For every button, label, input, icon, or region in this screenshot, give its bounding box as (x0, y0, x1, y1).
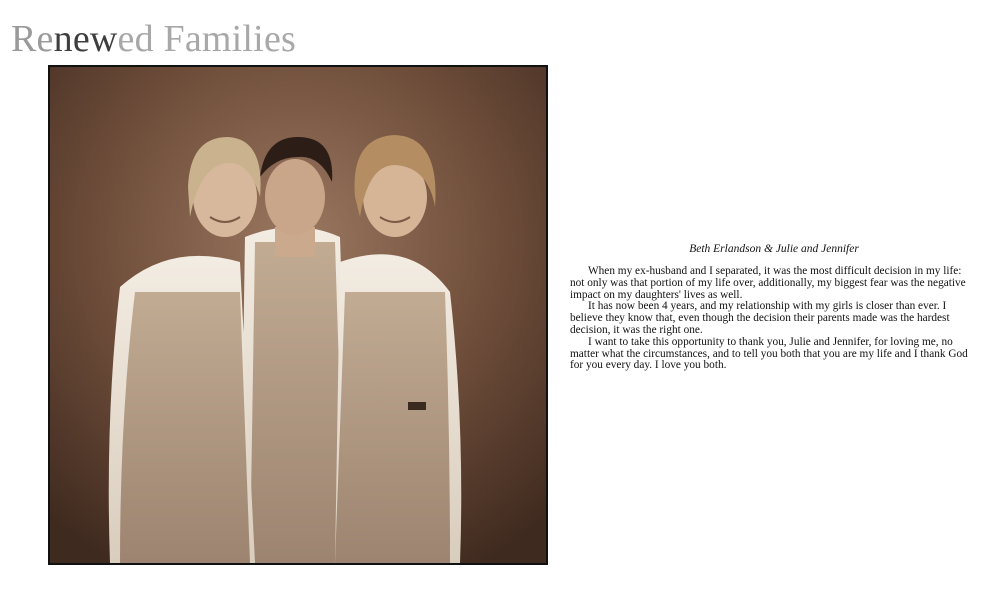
title-part-re: Re (11, 18, 54, 60)
title-part-new: new (53, 18, 118, 60)
title-part-families: ed Families (117, 18, 296, 60)
story-paragraph: I want to take this opportunity to thank you, Julie and Jennifer, for loving me, no matter what the circumstances, and to tell you both that you are my life and I thank God for you every day. I love you both. (570, 335, 968, 372)
family-portrait-photo (48, 65, 548, 565)
story-paragraph: It has now been 4 years, and my relationship with my girls is closer than ever. I believe they know that, even though the decision their parents made was the hardest decision, it was the right one. (570, 300, 950, 336)
photo-caption: Beth Erlandson & Julie and Jennifer (689, 243, 859, 255)
page-title (11, 15, 296, 63)
story-text (570, 266, 978, 372)
portrait-illustration (50, 67, 546, 563)
story-paragraph: When my ex-husband and I separated, it was the most difficult decision in my life: not only was that portion of my life over, additionally, my biggest fear was the negative impact on my daughters' lives as well. (570, 265, 966, 301)
